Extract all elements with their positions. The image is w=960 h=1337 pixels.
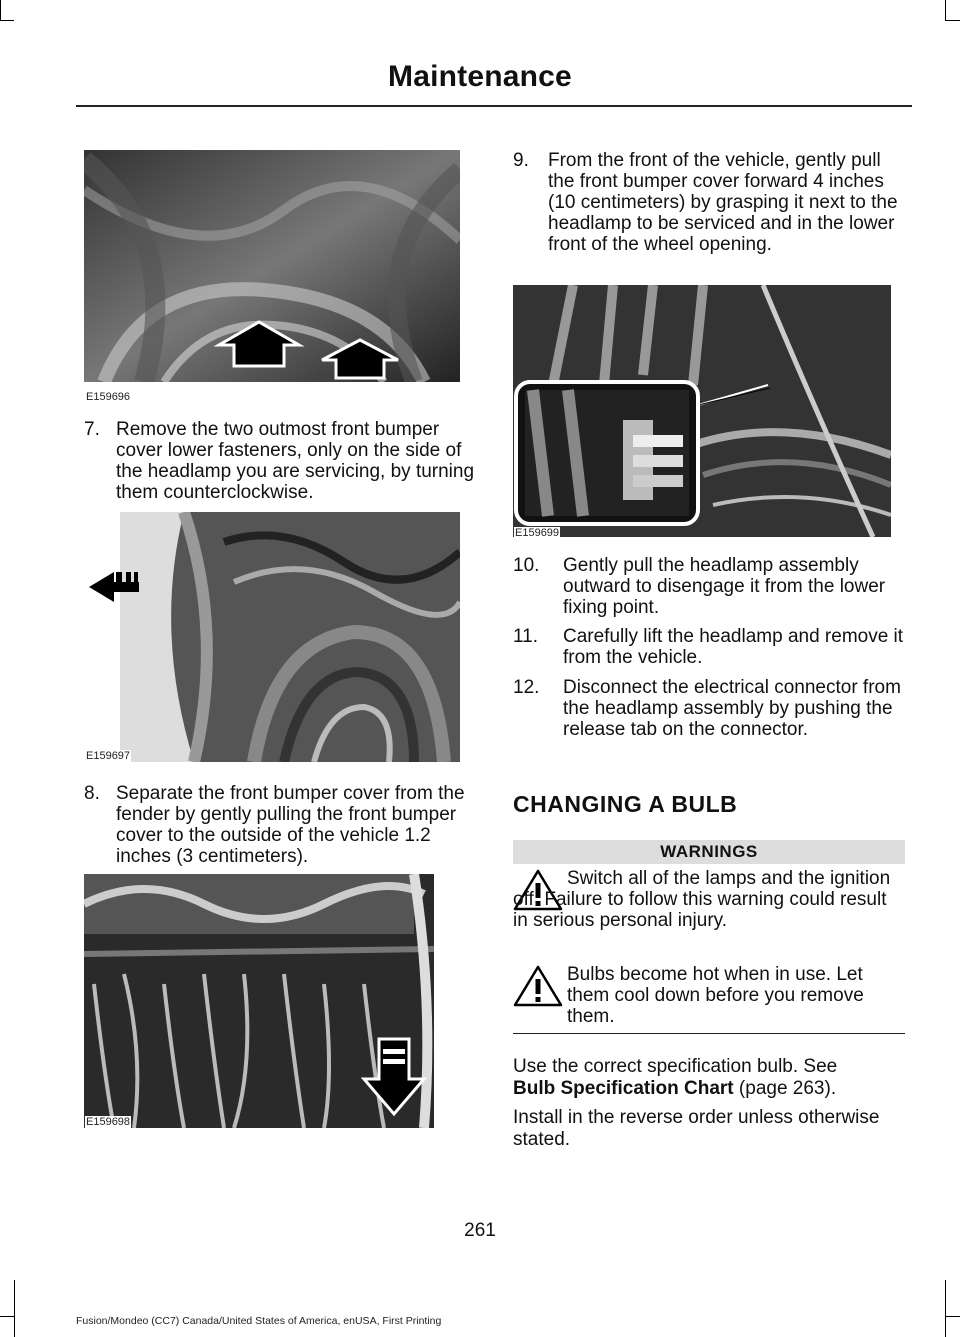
warnings-divider	[513, 1033, 905, 1034]
spec-paragraph	[513, 1056, 905, 1100]
crop-mark	[14, 1280, 15, 1337]
step-number: 11.	[513, 626, 539, 647]
step-number: 8.	[84, 783, 100, 804]
step-text: Disconnect the electrical connector from the headlamp assembly by pushing the release tab on the connector.	[563, 677, 901, 740]
step-text: Remove the two outmost front bumper cover lower fasteners, only on the side of the headlamp you are servicing, by turning them counterclockwise.	[116, 419, 475, 503]
step-8	[84, 783, 479, 867]
page-title: Maintenance	[388, 60, 572, 93]
spec-text: Use the correct specification bulb. See	[513, 1056, 838, 1077]
step-number: 10.	[513, 555, 540, 576]
step-number: 12.	[513, 677, 540, 698]
warning-text: Bulbs become hot when in use. Let them cool down before you remove them.	[567, 964, 864, 1027]
figure-label: E159699	[515, 527, 560, 539]
step-text: Gently pull the headlamp assembly outward to disengage it from the lower fixing point.	[563, 555, 886, 618]
step-7	[84, 419, 476, 503]
step-number: 7.	[84, 419, 100, 440]
step-12	[513, 677, 905, 740]
install-paragraph: Install in the reverse order unless otherwise stated.	[513, 1107, 880, 1150]
figure-label: E159698	[86, 1116, 131, 1128]
section-heading: CHANGING A BULB	[513, 791, 738, 817]
header-divider	[76, 105, 912, 107]
figure-label: E159697	[86, 750, 131, 762]
step-10	[513, 555, 905, 618]
crop-mark	[945, 0, 946, 20]
step-text: Separate the front bumper cover from the fender by gently pulling the front bumper cover to the outside of the vehicle 1.2 inches (3 centimeters).	[116, 783, 465, 867]
warning-text: Switch all of the lamps and the ignition off. Failure to follow this warning could result in serious personal injury.	[513, 868, 891, 931]
figure-image	[84, 512, 460, 762]
figure-image	[513, 285, 891, 537]
crop-mark	[0, 0, 1, 20]
step-9	[513, 150, 905, 255]
crop-mark	[0, 1316, 14, 1317]
warnings-title: WARNINGS	[513, 840, 905, 864]
crop-mark	[945, 20, 960, 21]
step-text: From the front of the vehicle, gently pull the front bumper cover forward 4 inches (10 centimeters) by grasping it next to the headlamp to be serviced and in the lower front of the wheel opening.	[548, 150, 898, 255]
figure-label: E159696	[86, 391, 131, 403]
footer-text: Fusion/Mondeo (CC7) Canada/United States of America, enUSA, First Printing	[76, 1315, 442, 1327]
step-number: 9.	[513, 150, 529, 171]
warning-triangle-icon	[513, 964, 563, 1008]
crop-mark	[945, 1316, 960, 1317]
figure-image	[84, 874, 434, 1128]
figure-image	[84, 150, 460, 382]
step-text: Carefully lift the headlamp and remove it from the vehicle.	[563, 626, 904, 668]
spec-page-ref: (page 263).	[738, 1078, 837, 1099]
step-11	[513, 626, 905, 668]
page-number: 261	[464, 1220, 496, 1241]
crop-mark	[0, 20, 14, 21]
crop-mark	[945, 1280, 946, 1337]
bulb-spec-chart-link[interactable]: Bulb Specification Chart	[513, 1078, 734, 1099]
